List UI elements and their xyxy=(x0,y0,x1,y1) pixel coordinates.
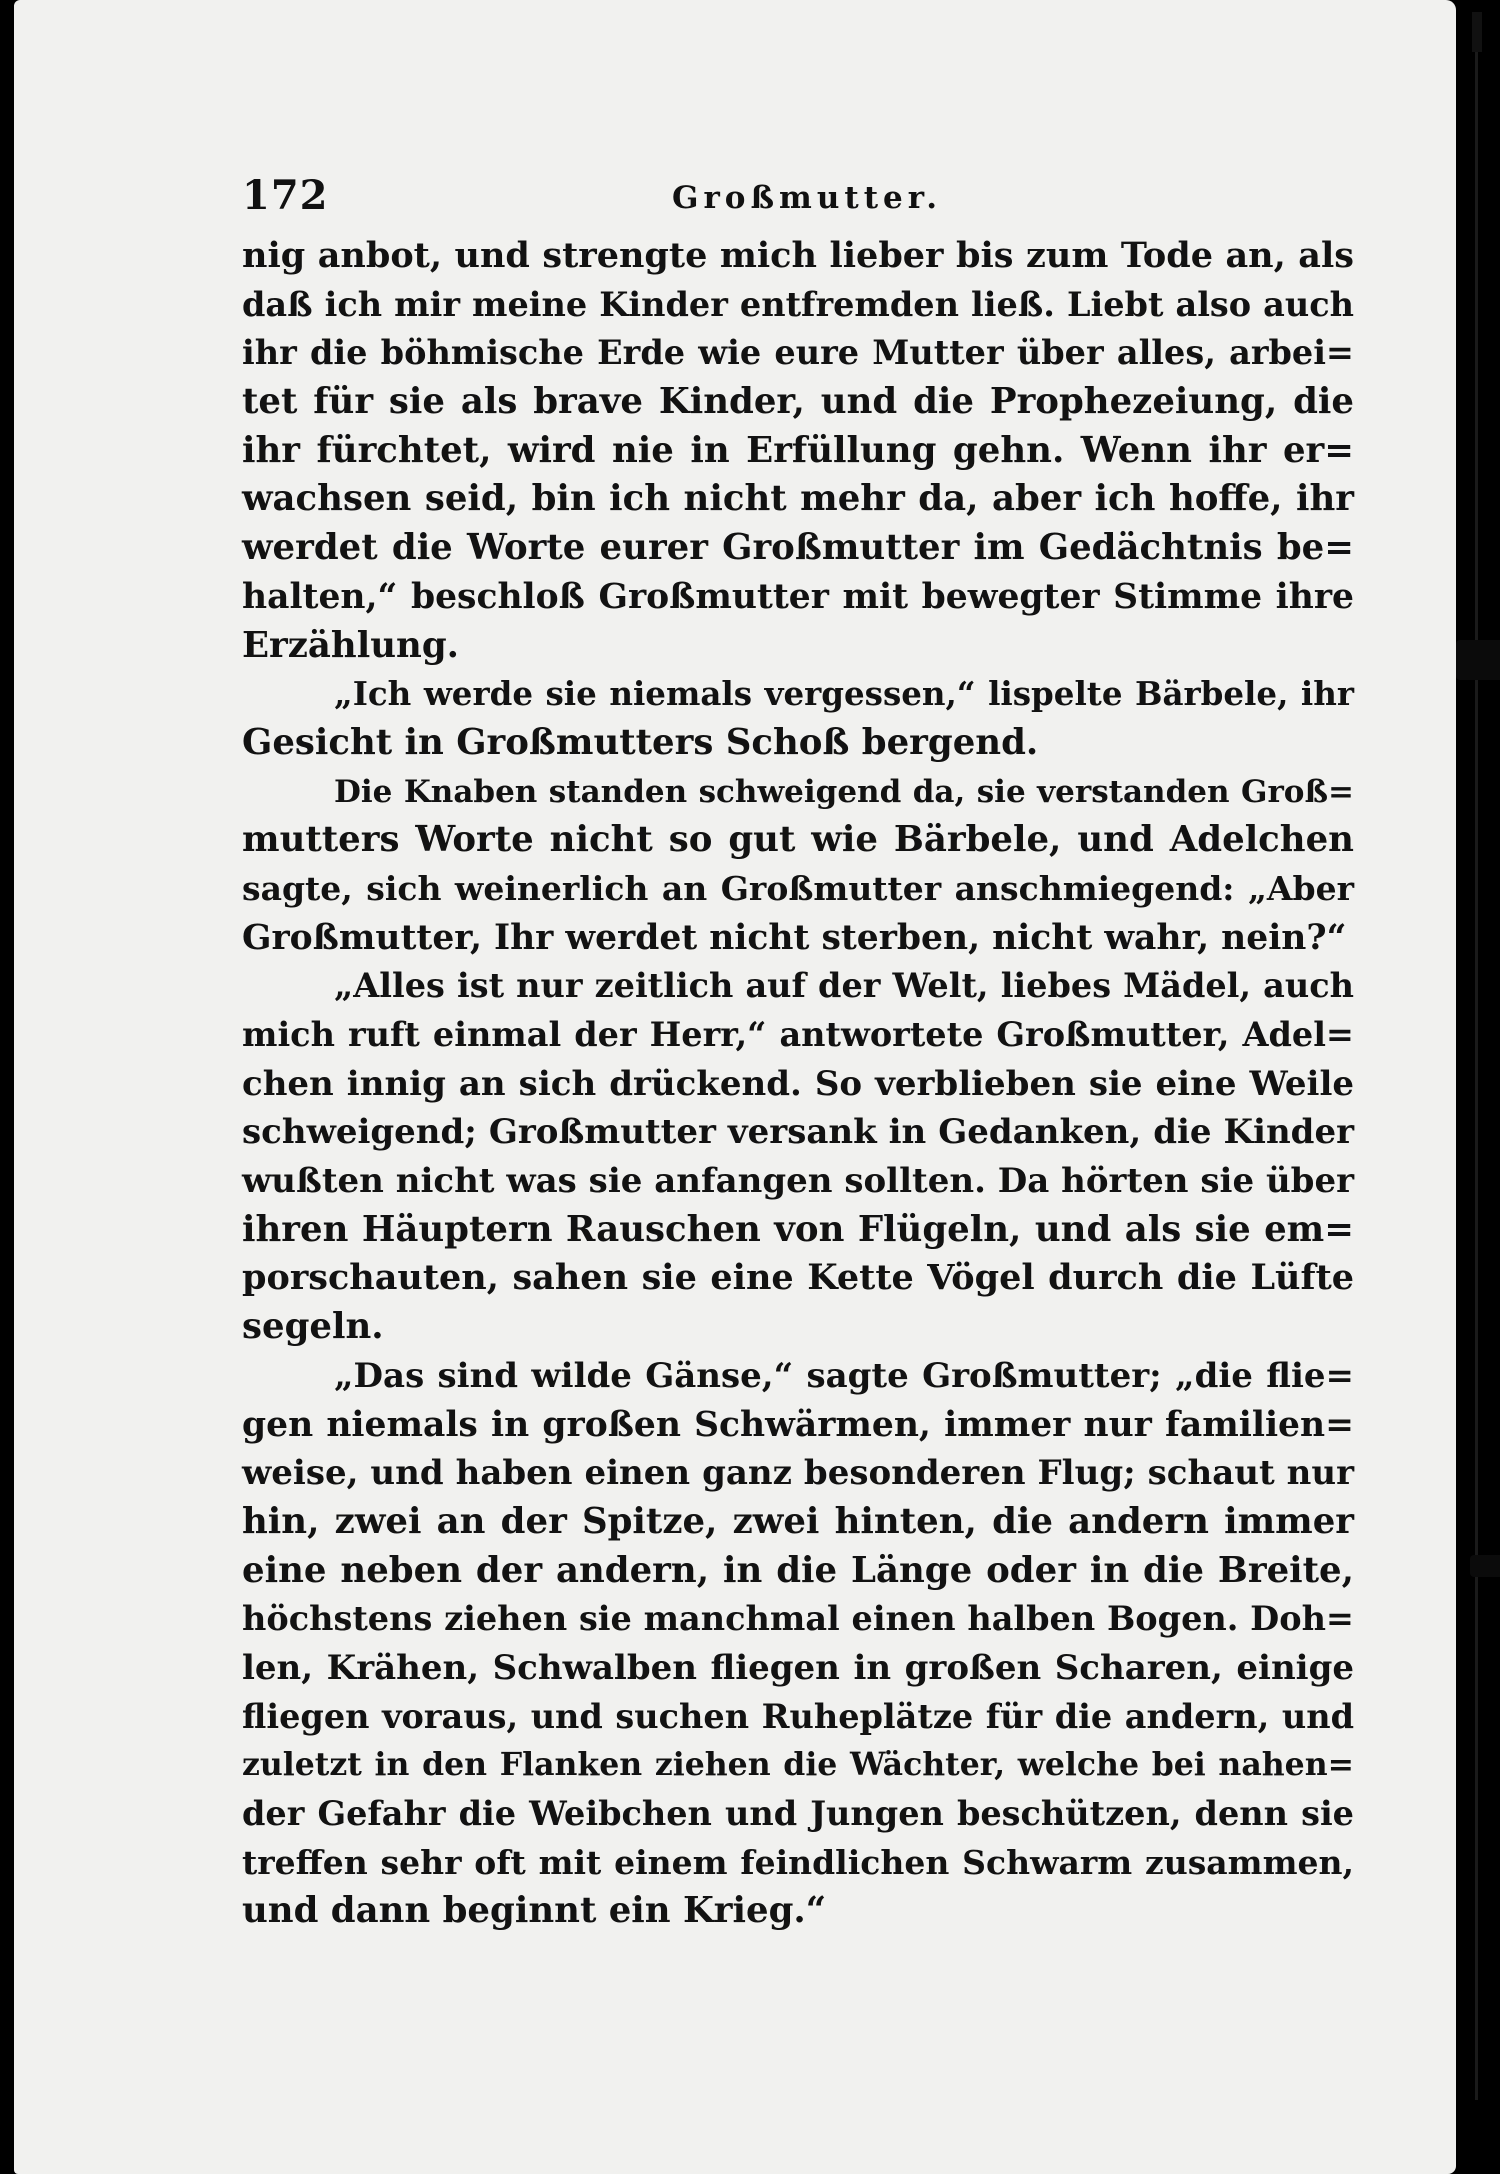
text-line: halten,“ beschloß Großmutter mit bewegter Stimme ihre xyxy=(242,576,1354,617)
page-content xyxy=(242,168,1354,1936)
text-line: Großmutter, Ihr werdet nicht sterben, nicht wahr, nein?“ xyxy=(242,917,1347,958)
body-text xyxy=(242,232,1354,1936)
page-tab-mark xyxy=(1470,1555,1500,1577)
text-line: gen niemals in großen Schwärmen, immer nur familien= xyxy=(242,1404,1354,1445)
text-line: zuletzt in den Flanken ziehen die Wächter, welche bei nahen= xyxy=(242,1746,1354,1784)
running-title: Großmutter. xyxy=(672,180,943,216)
text-line: fliegen voraus, und suchen Ruheplätze für die andern, und xyxy=(242,1696,1354,1736)
text-line: ihr die böhmische Erde wie eure Mutter über alles, arbei= xyxy=(242,333,1354,373)
text-line: eine neben der andern, in die Länge oder in die Breite, xyxy=(242,1549,1354,1591)
text-line: und dann beginnt ein Krieg.“ xyxy=(242,1890,827,1932)
text-line: daß ich mir meine Kinder entfremden ließ. Liebt also auch xyxy=(242,284,1354,324)
text-line: hin, zwei an der Spitze, zwei hinten, die andern immer xyxy=(242,1500,1354,1542)
text-line: porschauten, sahen sie eine Kette Vögel durch die Lüfte xyxy=(242,1257,1354,1299)
text-line: chen innig an sich drückend. So verblieben sie eine Weile xyxy=(242,1063,1354,1104)
text-line: wachsen seid, bin ich nicht mehr da, aber ich hoffe, ihr xyxy=(242,478,1354,520)
text-line: Gesicht in Großmutters Schoß bergend. xyxy=(242,721,1039,763)
text-line: ihr fürchtet, wird nie in Erfüllung gehn. Wenn ihr er= xyxy=(242,429,1354,471)
text-line: Die Knaben standen schweigend da, sie verstanden Groß= xyxy=(334,773,1354,810)
text-line: der Gefahr die Weibchen und Jungen beschützen, denn sie xyxy=(242,1794,1354,1833)
text-line: schweigend; Großmutter versank in Gedanken, die Kinder xyxy=(242,1112,1354,1153)
page-number: 172 xyxy=(242,172,329,219)
text-line: „Alles ist nur zeitlich auf der Welt, liebes Mädel, auch xyxy=(334,966,1354,1006)
text-line: mutters Worte nicht so gut wie Bärbele, und Adelchen xyxy=(242,819,1354,861)
text-line: tet für sie als brave Kinder, und die Prophezeiung, die xyxy=(242,381,1354,423)
book-page xyxy=(14,0,1456,2174)
text-line: werdet die Worte eurer Großmutter im Gedächtnis be= xyxy=(242,527,1354,569)
text-line: wußten nicht was sie anfangen sollten. Da hörten sie über xyxy=(242,1161,1354,1202)
text-line: nig anbot, und strengte mich lieber bis zum Tode an, als xyxy=(242,235,1354,276)
scan-corner-mark xyxy=(1472,12,1482,52)
text-line: sagte, sich weinerlich an Großmutter anschmiegend: „Aber xyxy=(242,868,1354,908)
running-head xyxy=(242,168,1354,232)
text-line: Erzählung. xyxy=(242,624,460,666)
text-line: len, Krähen, Schwalben fliegen in großen Scharen, einige xyxy=(242,1647,1354,1688)
text-line: höchstens ziehen sie manchmal einen halben Bogen. Doh= xyxy=(242,1599,1354,1639)
text-line: „Ich werde sie niemals vergessen,“ lispelte Bärbele, ihr xyxy=(334,674,1354,714)
text-line: „Das sind wilde Gänse,“ sagte Großmutter; „die flie= xyxy=(334,1355,1354,1396)
page-edge-line xyxy=(1475,40,1478,2100)
text-line: weise, und haben einen ganz besonderen Flug; schaut nur xyxy=(242,1453,1354,1494)
text-line: segeln. xyxy=(242,1306,384,1348)
text-line: treffen sehr oft mit einem feindlichen Schwarm zusammen, xyxy=(242,1842,1354,1882)
text-line: mich ruft einmal der Herr,“ antwortete Großmutter, Adel= xyxy=(242,1015,1354,1054)
page-tab-mark xyxy=(1456,640,1500,680)
text-line: ihren Häuptern Rauschen von Flügeln, und als sie em= xyxy=(242,1208,1354,1250)
